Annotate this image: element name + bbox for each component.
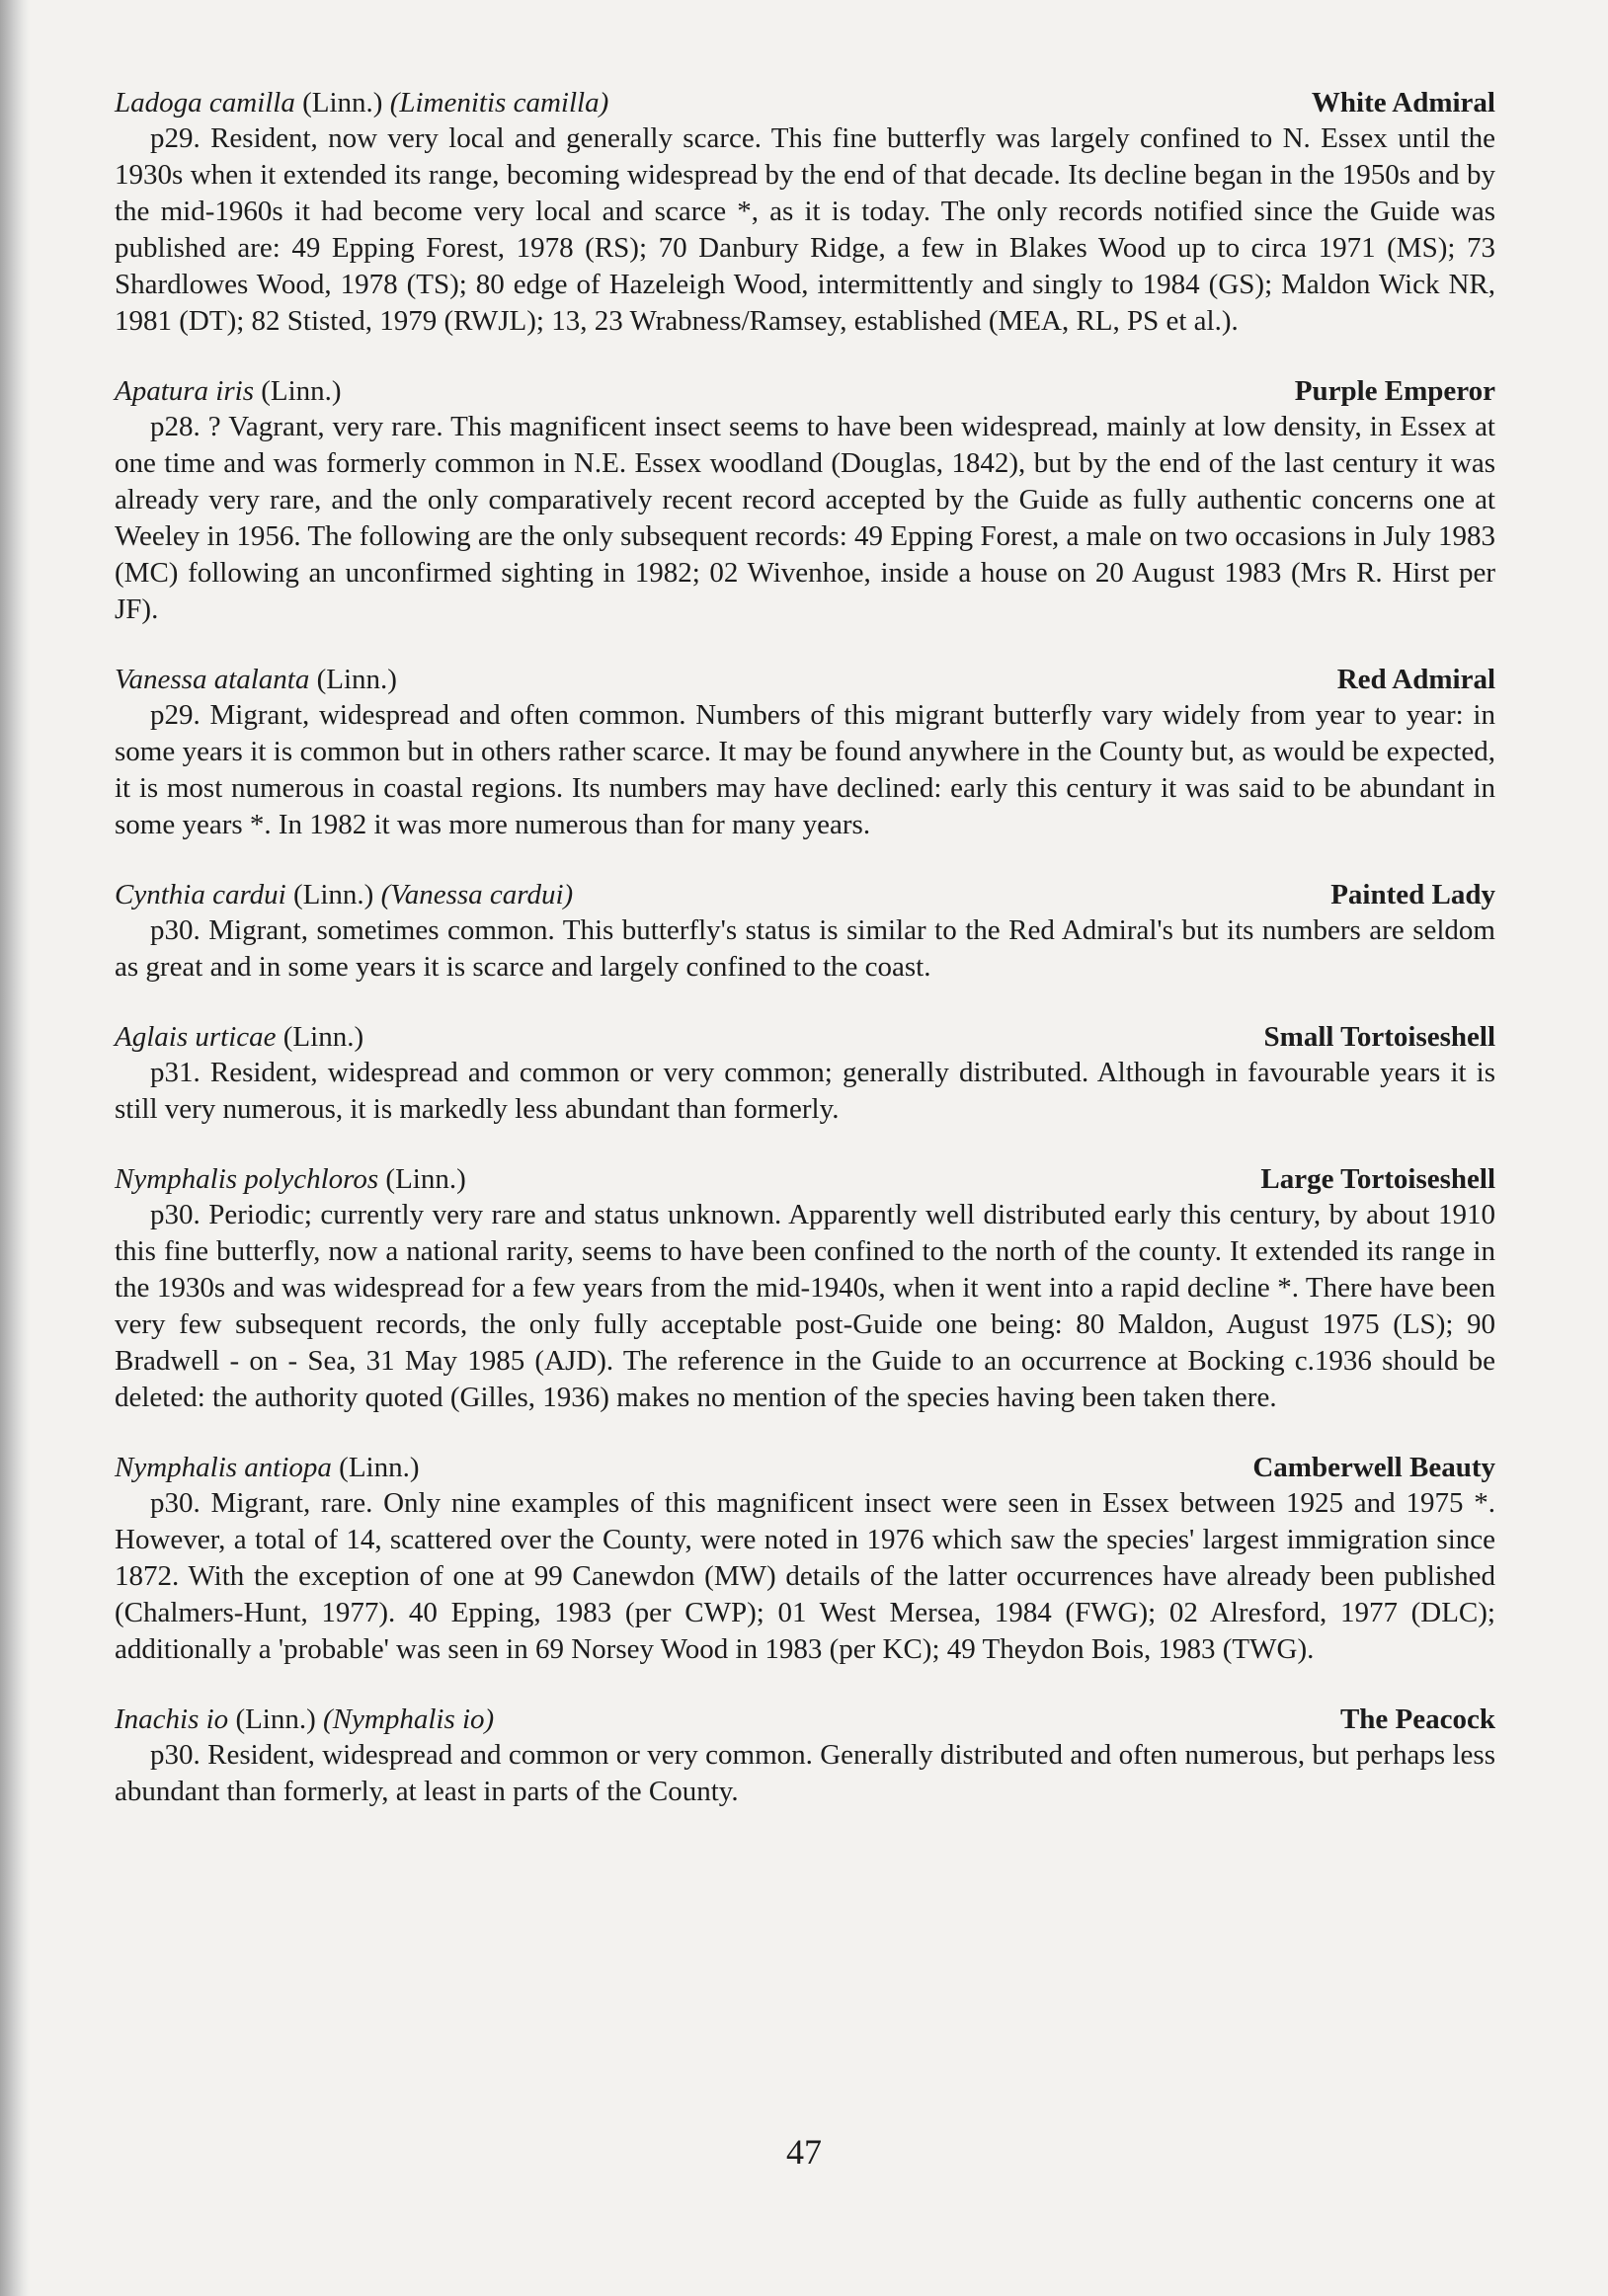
- genus-species: Nymphalis polychloros: [115, 1163, 379, 1195]
- genus-species: Inachis io: [115, 1703, 229, 1735]
- common-name: The Peacock: [1339, 1703, 1495, 1735]
- species-entry: [115, 1161, 1495, 1416]
- author-citation: (Linn.): [285, 879, 381, 910]
- scientific-name: [115, 1702, 494, 1737]
- genus-species: Vanessa atalanta: [115, 664, 310, 695]
- author-citation: (Linn.): [309, 664, 397, 695]
- species-description: p30. Migrant, sometimes common. This butterfly's status is similar to the Red Admiral's but its numbers are seldom as great and in some years it is scarce and largely confined to the coast.: [115, 914, 1495, 983]
- species-description: p30. Migrant, rare. Only nine examples of this magnificent insect were seen in Essex between 1925 and 1975 *. However, a total of 14, scattered over the County, were noted in 1976 which saw the species' largest immigration since 1872. With the exception of one at 99 Canewdon (MW) details of the latter occurrences have already been published (Chalmers-Hunt, 1977). 40 Epping, 1983 (per CWP); 01 West Mersea, 1984 (FWG); 02 Alresford, 1977 (DLC); additionally a 'probable' was seen in 69 Norsey Wood in 1983 (per KC); 49 Theydon Bois, 1983 (TWG).: [115, 1487, 1495, 1665]
- species-heading: [115, 1702, 1495, 1737]
- author-citation: (Linn.): [331, 1452, 420, 1483]
- author-citation: (Linn.): [294, 87, 390, 119]
- common-name: Red Admiral: [1336, 664, 1495, 695]
- author-citation: (Linn.): [228, 1703, 324, 1735]
- species-entry: [115, 877, 1495, 986]
- author-citation: (Linn.): [276, 1021, 364, 1053]
- genus-species: Aglais urticae: [115, 1021, 277, 1053]
- species-list: [115, 85, 1495, 1810]
- synonym: (Nymphalis io): [323, 1703, 495, 1735]
- author-citation: (Linn.): [378, 1163, 466, 1195]
- species-entry: [115, 85, 1495, 340]
- common-name: Camberwell Beauty: [1252, 1452, 1495, 1483]
- species-description: p29. Resident, now very local and generally scarce. This fine butterfly was largely confined to N. Essex until the 1930s when it extended its range, becoming widespread by the end of that decade. Its decline began in the 1950s and by the mid-1960s it had become very local and scarce *, as it is today. The only records notified since the Guide was published are: 49 Epping Forest, 1978 (RS); 70 Danbury Ridge, a few in Blakes Wood up to circa 1971 (MS); 73 Shardlowes Wood, 1978 (TS); 80 edge of Hazeleigh Wood, intermittently and singly to 1984 (GS); Maldon Wick NR, 1981 (DT); 82 Stisted, 1979 (RWJL); 13, 23 Wrabness/Ramsey, established (MEA, RL, PS et al.).: [115, 122, 1495, 337]
- common-name: White Admiral: [1311, 87, 1495, 119]
- common-name: Purple Emperor: [1294, 375, 1495, 407]
- synonym: (Vanessa cardui): [380, 879, 574, 910]
- scientific-name: [115, 877, 573, 912]
- author-citation: (Linn.): [254, 375, 342, 407]
- species-heading: [115, 85, 1495, 120]
- common-name: Large Tortoiseshell: [1260, 1163, 1495, 1195]
- species-entry: [115, 662, 1495, 843]
- page-number: 47: [786, 2132, 822, 2172]
- species-description: p28. ? Vagrant, very rare. This magnificent insect seems to have been widespread, mainly at low density, in Essex at one time and was formerly common in N.E. Essex woodland (Douglas, 1842), but by the end of the last century it was already very rare, and the only comparatively recent record accepted by the Guide as fully authentic concerns one at Weeley in 1956. The following are the only subsequent records: 49 Epping Forest, a male on two occasions in July 1983 (MC) following an unconfirmed sighting in 1982; 02 Wivenhoe, inside a house on 20 August 1983 (Mrs R. Hirst per JF).: [115, 411, 1495, 625]
- species-entry: [115, 1450, 1495, 1668]
- species-description: p29. Migrant, widespread and often common. Numbers of this migrant butterfly vary widely from year to year: in some years it is common but in others rather scarce. It may be found anywhere in the County but, as would be expected, it is most numerous in coastal regions. Its numbers may have declined: early this century it was said to be abundant in some years *. In 1982 it was more numerous than for many years.: [115, 699, 1495, 840]
- scientific-name: [115, 1450, 420, 1485]
- scientific-name: [115, 85, 608, 120]
- document-page: [115, 85, 1495, 1844]
- species-heading: [115, 662, 1495, 697]
- scientific-name: [115, 373, 342, 409]
- genus-species: Cynthia cardui: [115, 879, 286, 910]
- species-entry: [115, 1702, 1495, 1810]
- scientific-name: [115, 1161, 466, 1197]
- common-name: Small Tortoiseshell: [1263, 1021, 1495, 1053]
- species-heading: [115, 877, 1495, 912]
- synonym: (Limenitis camilla): [389, 87, 609, 119]
- genus-species: Apatura iris: [115, 375, 254, 407]
- species-heading: [115, 1450, 1495, 1485]
- species-heading: [115, 373, 1495, 409]
- species-description: p30. Periodic; currently very rare and status unknown. Apparently well distributed early this century, by about 1910 this fine butterfly, now a national rarity, seems to have been confined to the north of the county. It extended its range in the 1930s and was widespread for a few years from the mid-1940s, when it went into a rapid decline *. There have been very few subsequent records, the only fully acceptable post-Guide one being: 80 Maldon, August 1975 (LS); 90 Bradwell - on - Sea, 31 May 1985 (AJD). The reference in the Guide to an occurrence at Bocking c.1936 should be deleted: the authority quoted (Gilles, 1936) makes no mention of the species having been taken there.: [115, 1199, 1495, 1413]
- species-entry: [115, 373, 1495, 628]
- species-entry: [115, 1019, 1495, 1128]
- common-name: Painted Lady: [1330, 879, 1495, 910]
- scientific-name: [115, 1019, 363, 1055]
- genus-species: Ladoga camilla: [115, 87, 295, 119]
- species-description: p31. Resident, widespread and common or very common; generally distributed. Although in favourable years it is still very numerous, it is markedly less abundant than formerly.: [115, 1057, 1495, 1125]
- species-description: p30. Resident, widespread and common or very common. Generally distributed and often numerous, but perhaps less abundant than formerly, at least in parts of the County.: [115, 1739, 1495, 1807]
- genus-species: Nymphalis antiopa: [115, 1452, 332, 1483]
- scientific-name: [115, 662, 397, 697]
- binding-shadow: [0, 0, 30, 2296]
- species-heading: [115, 1019, 1495, 1055]
- species-heading: [115, 1161, 1495, 1197]
